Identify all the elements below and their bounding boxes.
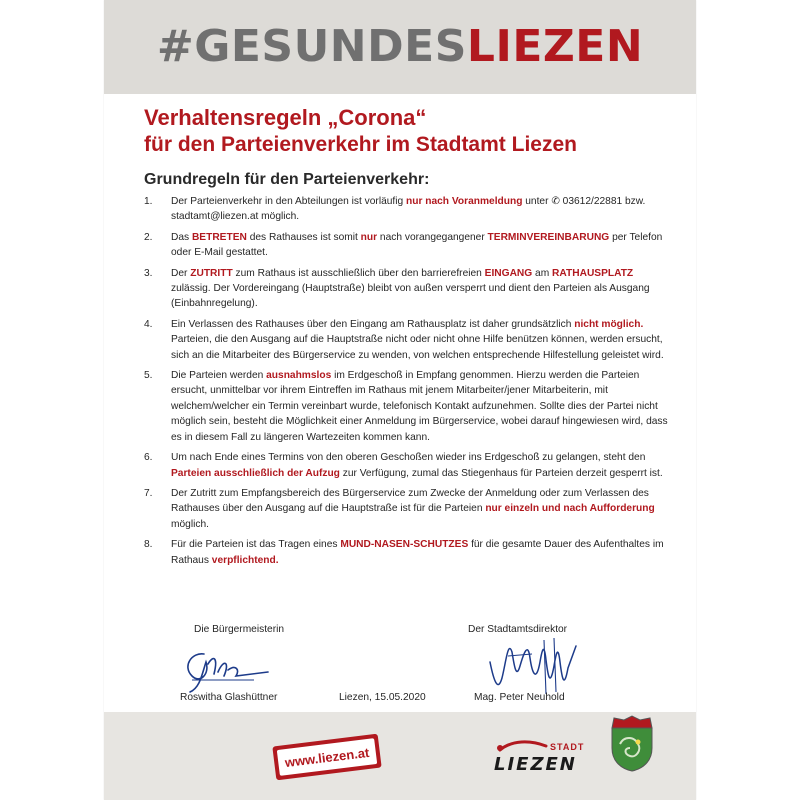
rule-highlight: RATHAUSPLATZ — [552, 267, 634, 279]
header-band — [104, 0, 696, 94]
rule-number: 1. — [144, 196, 153, 207]
rule-text: Für die Parteien ist das Tragen eines — [171, 539, 341, 551]
rule-text: nach vorangegangener — [377, 231, 488, 243]
hashtag-part-grey: #GESUNDES — [156, 21, 467, 72]
hashtag-part-red: LIEZEN — [466, 21, 644, 72]
rule-text: am — [532, 267, 553, 279]
rule-number: 2. — [144, 231, 153, 243]
rule-text: Ein Verlassen des Rathauses über den Eingang am Rathausplatz ist daher grundsätzlich — [171, 318, 575, 330]
rule-text: Die Parteien werden — [171, 370, 267, 382]
rule-number: 7. — [144, 487, 153, 499]
signature-block — [144, 624, 672, 708]
director-name: Mag. Peter Neuhold — [474, 692, 565, 703]
rule-highlight: nur — [360, 231, 378, 243]
rule-text: Der Zutritt zum Empfangsbereich des Bürgerservice zum Zwecke der Anmeldung oder zum Verlassen des Rathauses über den Ausgang auf die Hauptstraße ist für die Parteien — [171, 487, 649, 515]
director-signature — [484, 632, 594, 698]
main-content — [144, 100, 672, 573]
rule-number: 5. — [144, 370, 153, 382]
rule-number: 4. — [144, 318, 153, 330]
rule-highlight: BETRETEN — [191, 231, 247, 243]
rule-text: Das — [171, 231, 192, 243]
rule-highlight: Parteien ausschließlich der Aufzug — [171, 467, 340, 479]
rule-number: 3. — [144, 267, 153, 279]
rule-item — [144, 230, 672, 261]
rule-highlight: nur nach Voranmeldung — [406, 196, 523, 207]
rules-list — [144, 194, 672, 568]
rule-highlight: verpflichtend. — [211, 554, 279, 566]
rule-text: zulässig. Der Vordereingang (Hauptstraße) bleibt von außen versperrt und dient den Parteien als Ausgang (Einbahnregelung). — [171, 283, 650, 310]
director-role: Der Stadtamtsdirektor — [468, 624, 568, 635]
rule-item — [144, 317, 672, 363]
rule-number: 6. — [144, 452, 153, 464]
rule-text: Parteien, die den Ausgang auf die Hauptstraße nicht oder nicht ohne Hilfe benützen können, werden ersucht, sich an die Mitarbeiter des Bürgerservice zu wenden, von welchen entsprechende Hilfestellung geleistet wird. — [171, 334, 664, 361]
rule-text: Der — [171, 267, 191, 279]
page-subtitle: für den Parteienverkehr im Stadtamt Liezen — [144, 133, 577, 156]
mayor-name: Roswitha Glashüttner — [180, 692, 278, 703]
signature-date: Liezen, 15.05.2020 — [339, 692, 426, 703]
footer-band — [104, 712, 696, 800]
rule-text: möglich. — [171, 518, 209, 530]
rule-item — [144, 368, 672, 445]
rule-item — [144, 266, 672, 312]
rule-item — [144, 450, 672, 481]
section-heading: Grundregeln für den Parteienverkehr: — [144, 171, 430, 188]
rule-text: Um nach Ende eines Termins von den oberen Geschoßen wieder ins Erdgeschoß zu gelangen, steht den — [171, 452, 646, 464]
rule-text: unter ✆ 03612/22881 bzw. stadtamt@liezen.at möglich. — [171, 196, 646, 223]
mayor-signature — [174, 644, 284, 694]
rule-text: im Erdgeschoß in Empfang genommen. Hierzu werden die Parteien ersucht, unmittelbar vor ihrem Eintreffen im Rathaus mit jenem Mitarbeiter/jener Mitarbeiterin, mit welchem/welcher ein Termin vereinbart wurde, telefonisch Kontakt aufzunehmen. Sollte dies der Partei nicht möglich sein, besteht die Möglichkeit einer Anmeldung im Bürgerservice, wobei darauf hingewiesen wird, dass es in diesem Fall zu längeren Wartezeiten kommen kann. — [171, 370, 668, 443]
page-title: Verhaltensregeln „Corona“ — [144, 105, 427, 130]
rule-text: zur Verfügung, zumal das Stiegenhaus für Parteien derzeit gesperrt ist. — [339, 467, 663, 479]
rule-highlight: EINGANG — [484, 267, 533, 279]
rule-text: für die gesamte Dauer des Aufenthaltes im Rathaus — [171, 539, 664, 566]
hashtag-title — [104, 7, 696, 87]
mayor-role: Die Bürgermeisterin — [194, 624, 285, 635]
rule-item — [144, 194, 672, 225]
rule-item — [144, 486, 672, 532]
rule-number: 8. — [144, 539, 153, 551]
rule-item — [144, 537, 672, 568]
poster — [104, 0, 696, 800]
stadt-liezen-logo — [490, 736, 586, 776]
rule-highlight: nicht möglich. — [574, 318, 644, 330]
rule-highlight: MUND-NASEN-SCHUTZES — [340, 539, 469, 551]
rule-text: per Telefon oder E-Mail gestattet. — [171, 231, 663, 259]
logo-liezen-text: LIEZEN — [494, 754, 577, 775]
rule-highlight: nur einzeln und nach Aufforderung — [485, 503, 655, 515]
rule-highlight: ausnahmslos — [266, 370, 332, 382]
website-link[interactable]: www.liezen.at — [277, 738, 377, 776]
rule-text: zum Rathaus ist ausschließlich über den barrierefreien — [232, 267, 485, 279]
logo-stadt-text: STADT — [550, 742, 585, 752]
liezen-coat-of-arms — [610, 714, 654, 772]
rule-highlight: ZUTRITT — [190, 267, 233, 279]
rule-highlight: TERMINVEREINBARUNG — [487, 231, 610, 243]
rule-text: des Rathauses ist somit — [246, 231, 361, 243]
rule-text: Der Parteienverkehr in den Abteilungen ist vorläufig — [171, 196, 407, 207]
